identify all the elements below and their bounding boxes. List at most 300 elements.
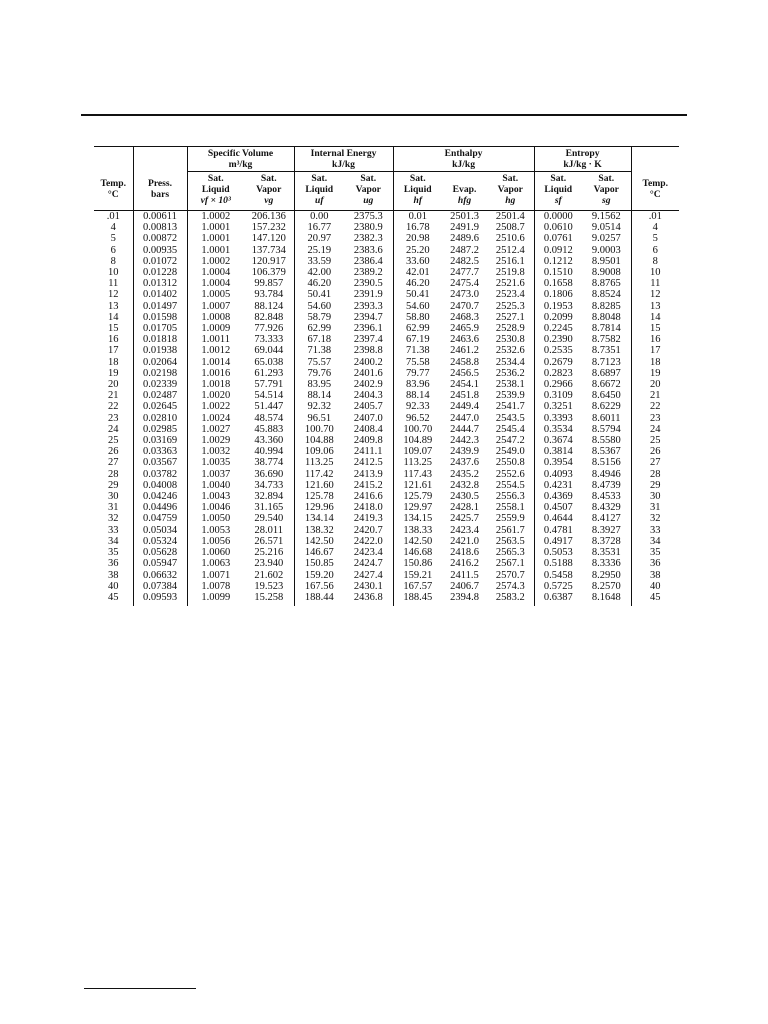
table-cell: 2409.8 — [344, 435, 393, 446]
table-cell: 2380.9 — [344, 222, 393, 233]
table-row — [94, 536, 679, 547]
table-cell: 2404.3 — [344, 390, 393, 401]
table-cell: 2397.4 — [344, 334, 393, 345]
table-row — [94, 570, 679, 581]
table-cell: 2382.3 — [344, 233, 393, 244]
sat-liquid-energy-header: Sat. Liquid uf — [294, 172, 344, 211]
table-cell: 2411.5 — [450, 569, 479, 581]
table-cell: 2400.2 — [344, 357, 393, 368]
table-cell: 0.04496 — [133, 502, 187, 513]
table-cell: 0.1212 — [543, 255, 573, 267]
table-cell: 1.0004 — [201, 278, 231, 290]
table-cell: 0.3674 — [543, 435, 573, 447]
table-cell: 83.95 — [307, 379, 332, 391]
table-cell: 0.02810 — [133, 413, 187, 424]
table-cell: 8.3336 — [582, 558, 631, 569]
table-cell: 27 — [94, 457, 133, 468]
table-cell: 40 — [94, 581, 133, 592]
table-cell: 34 — [94, 536, 133, 547]
table-cell: 1.0099 — [201, 591, 231, 603]
table-cell: 0.02198 — [133, 368, 187, 379]
table-row — [94, 267, 679, 278]
temp-header-left: Temp. °C — [94, 172, 133, 211]
steam-table — [94, 146, 679, 606]
sat-vapor-volume-header: Sat. Vapor vg — [244, 172, 294, 211]
table-cell: 40.994 — [244, 446, 294, 457]
table-cell: 0.4231 — [543, 479, 573, 491]
table-cell: 2415.2 — [344, 480, 393, 491]
table-cell: 26 — [650, 446, 661, 458]
table-cell: 1.0014 — [201, 356, 231, 368]
table-cell: 8.7814 — [582, 323, 631, 334]
table-cell: 2528.9 — [487, 323, 534, 334]
table-cell: 0.0912 — [543, 244, 573, 256]
table-cell: 138.33 — [403, 524, 433, 536]
table-cell: 0.6387 — [543, 591, 573, 603]
table-cell: 142.50 — [403, 535, 433, 547]
table-cell: 14 — [650, 311, 661, 323]
table-cell: 25.216 — [244, 547, 294, 558]
table-cell: 0.5053 — [543, 547, 573, 559]
table-cell: 2550.8 — [487, 457, 534, 468]
table-cell: 1.0002 — [201, 255, 231, 267]
table-row — [94, 211, 679, 223]
table-cell: 1.0032 — [201, 446, 231, 458]
table-cell: 69.044 — [244, 345, 294, 356]
table-cell: 19.523 — [244, 581, 294, 592]
table-cell: 8.2570 — [582, 581, 631, 592]
table-cell: 2439.9 — [450, 446, 479, 458]
table-cell: 2421.0 — [450, 535, 479, 547]
table-cell: 24 — [94, 424, 133, 435]
table-cell: 1.0002 — [201, 211, 231, 222]
table-cell: 0.3954 — [543, 457, 573, 469]
table-cell: 2510.6 — [487, 233, 534, 244]
table-cell: 2559.9 — [487, 513, 534, 524]
table-cell: 21.602 — [244, 570, 294, 581]
table-cell: 2396.1 — [344, 323, 393, 334]
table-cell: 92.33 — [405, 401, 430, 413]
table-cell: 2442.3 — [450, 435, 479, 447]
table-cell: 8.8524 — [582, 289, 631, 300]
table-cell: 1.0016 — [201, 367, 231, 379]
table-cell: 0.4781 — [543, 524, 573, 536]
entropy-header: Entropy kJ/kg · K — [534, 147, 631, 172]
table-cell: 29 — [650, 479, 661, 491]
table-cell: 0.1510 — [543, 267, 573, 279]
table-cell: 5 — [94, 233, 133, 244]
table-cell: 1.0060 — [201, 547, 231, 559]
table-cell: 2561.7 — [487, 525, 534, 536]
table-cell: 31 — [650, 502, 661, 514]
table-cell: 11 — [650, 278, 661, 290]
table-cell: 8.7123 — [582, 357, 631, 368]
table-cell: 2549.0 — [487, 446, 534, 457]
table-cell: 0.0000 — [543, 211, 573, 222]
table-cell: 2423.4 — [344, 547, 393, 558]
specific-volume-header: Specific Volume m³/kg — [187, 147, 294, 172]
table-cell: 0.03363 — [133, 446, 187, 457]
table-cell: 25.20 — [405, 244, 430, 256]
table-cell: 0.1953 — [543, 300, 573, 312]
table-cell: 2491.9 — [450, 222, 479, 234]
table-cell: 157.232 — [244, 222, 294, 233]
table-row — [94, 357, 679, 368]
table-cell: 32 — [650, 513, 661, 525]
table-cell: 96.51 — [307, 412, 332, 424]
table-cell: 38.774 — [244, 457, 294, 468]
table-cell: 2538.1 — [487, 379, 534, 390]
table-cell: 2532.6 — [487, 345, 534, 356]
sat-vapor-enthalpy-header: Sat. Vapor hg — [487, 172, 534, 211]
table-cell: 134.14 — [304, 513, 334, 525]
evap-enthalpy-header: Evap. hfg — [442, 172, 487, 211]
table-cell: 2501.3 — [450, 211, 479, 222]
table-cell: 28 — [650, 468, 661, 480]
table-cell: 2425.7 — [450, 513, 479, 525]
table-cell: 17 — [650, 345, 661, 357]
table-cell: 2543.5 — [487, 413, 534, 424]
table-cell: 8.4946 — [582, 469, 631, 480]
table-cell: 100.70 — [403, 423, 433, 435]
table-cell: 8.5794 — [582, 424, 631, 435]
table-cell: 62.99 — [307, 323, 332, 335]
table-cell: 71.38 — [405, 345, 430, 357]
enthalpy-header: Enthalpy kJ/kg — [393, 147, 534, 172]
table-cell: 54.60 — [405, 300, 430, 312]
table-cell: 54.514 — [244, 390, 294, 401]
table-cell: 8.6672 — [582, 379, 631, 390]
table-row — [94, 334, 679, 345]
table-cell: 1.0024 — [201, 412, 231, 424]
table-cell: 1.0009 — [201, 323, 231, 335]
table-cell: 2423.4 — [450, 524, 479, 536]
table-cell: 2398.8 — [344, 345, 393, 356]
sat-liquid-enthalpy-header: Sat. Liquid hf — [393, 172, 442, 211]
table-cell: 0.05947 — [133, 558, 187, 569]
table-cell: 2477.7 — [450, 267, 479, 279]
table-cell: 8.9008 — [582, 267, 631, 278]
table-cell: 82.848 — [244, 312, 294, 323]
table-row — [94, 469, 679, 480]
table-cell: 67.18 — [307, 334, 332, 346]
table-cell: 4 — [94, 222, 133, 233]
table-cell: 0.01312 — [133, 278, 187, 289]
table-cell: 0.05034 — [133, 525, 187, 536]
table-cell: 146.68 — [403, 547, 433, 559]
table-cell: 2508.7 — [487, 222, 534, 233]
table-cell: 167.57 — [403, 580, 433, 592]
table-row — [94, 525, 679, 536]
table-cell: 1.0011 — [201, 334, 230, 346]
table-cell: 2554.5 — [487, 480, 534, 491]
table-cell: 0.00935 — [133, 245, 187, 256]
table-cell: 0.02064 — [133, 357, 187, 368]
table-cell: 2570.7 — [487, 570, 534, 581]
table-cell: 8.6897 — [582, 368, 631, 379]
table-cell: 43.360 — [244, 435, 294, 446]
table-cell: 6 — [652, 244, 658, 256]
footnote-rule — [84, 988, 196, 989]
table-cell: 8.6450 — [582, 390, 631, 401]
table-cell: 2449.4 — [450, 401, 479, 413]
table-cell: 2418.6 — [450, 547, 479, 559]
table-row — [94, 558, 679, 569]
table-cell: .01 — [94, 211, 133, 223]
table-cell: 8.5367 — [582, 446, 631, 457]
table-cell: 22 — [94, 401, 133, 412]
table-cell: 2405.7 — [344, 401, 393, 412]
table-cell: 0.00611 — [133, 211, 187, 223]
table-row — [94, 502, 679, 513]
table-cell: 2416.2 — [450, 558, 479, 570]
table-cell: 2419.3 — [344, 513, 393, 524]
table-cell: 2558.1 — [487, 502, 534, 513]
table-cell: 0.4917 — [543, 535, 573, 547]
table-cell: 9.1562 — [582, 211, 631, 223]
table-cell: 2424.7 — [344, 558, 393, 569]
table-cell: 134.15 — [403, 513, 433, 525]
table-cell: 2402.9 — [344, 379, 393, 390]
table-cell: 0.3393 — [543, 412, 573, 424]
table-cell: 2468.3 — [450, 311, 479, 323]
table-cell: 0.2099 — [543, 311, 573, 323]
table-cell: 0.02339 — [133, 379, 187, 390]
table-cell: 121.60 — [304, 479, 334, 491]
table-cell: 1.0063 — [201, 558, 231, 570]
table-cell: 5 — [652, 233, 658, 245]
table-cell: 0.04008 — [133, 480, 187, 491]
table-cell: 34 — [650, 535, 661, 547]
table-cell: 28.011 — [244, 525, 294, 536]
table-row — [94, 513, 679, 524]
table-cell: 1.0001 — [201, 222, 231, 234]
table-cell: 1.0071 — [201, 569, 231, 581]
table-cell: 62.99 — [405, 323, 430, 335]
table-cell: 8.3728 — [582, 536, 631, 547]
table-cell: 125.78 — [304, 491, 334, 503]
table-cell: 113.25 — [403, 457, 433, 469]
table-row — [94, 278, 679, 289]
table-cell: 109.07 — [403, 446, 433, 458]
table-cell: 19 — [94, 368, 133, 379]
table-cell: 0.05628 — [133, 547, 187, 558]
table-cell: 0.4644 — [543, 513, 573, 525]
table-cell: 2447.0 — [450, 412, 479, 424]
table-cell: 2430.1 — [344, 581, 393, 592]
table-row — [94, 480, 679, 491]
table-cell: 75.57 — [307, 356, 332, 368]
table-cell: 79.77 — [405, 367, 430, 379]
table-cell: 45.883 — [244, 424, 294, 435]
table-cell: 33.59 — [307, 255, 332, 267]
table-cell: 0.0610 — [543, 222, 573, 234]
table-cell: 1.0018 — [201, 379, 231, 391]
table-cell: 0.00 — [310, 211, 329, 222]
table-row — [94, 301, 679, 312]
table-cell: 27 — [650, 457, 661, 469]
table-cell: 0.01818 — [133, 334, 187, 345]
table-cell: 2547.2 — [487, 435, 534, 446]
table-cell: 2536.2 — [487, 368, 534, 379]
table-cell: 8.2950 — [582, 570, 631, 581]
table-cell: 45 — [94, 592, 133, 606]
table-cell: 0.3814 — [543, 446, 573, 458]
table-cell: 8.6229 — [582, 401, 631, 412]
table-row — [94, 379, 679, 390]
table-cell: 0.2535 — [543, 345, 573, 357]
table-cell: 8.4739 — [582, 480, 631, 491]
table-row — [94, 592, 679, 606]
table-row — [94, 233, 679, 244]
table-cell: 2475.4 — [450, 278, 479, 290]
table-cell: 77.926 — [244, 323, 294, 334]
table-cell: 2412.5 — [344, 457, 393, 468]
table-cell: 206.136 — [244, 211, 294, 223]
table-cell: 1.0040 — [201, 479, 231, 491]
table-cell: 36 — [650, 558, 661, 570]
table-cell: 48.574 — [244, 413, 294, 424]
table-cell: 24 — [650, 423, 661, 435]
table-cell: 11 — [94, 278, 133, 289]
table-cell: 0.03567 — [133, 457, 187, 468]
table-cell: 2411.1 — [344, 446, 393, 457]
table-body — [94, 211, 679, 607]
table-cell: 2501.4 — [487, 211, 534, 223]
table-cell: 83.96 — [405, 379, 430, 391]
table-row — [94, 312, 679, 323]
table-cell: 1.0035 — [201, 457, 231, 469]
table-cell: 30 — [94, 491, 133, 502]
table-cell: 20 — [94, 379, 133, 390]
table-cell: 2489.6 — [450, 233, 479, 245]
table-cell: 45 — [650, 591, 661, 603]
table-cell: 2451.8 — [450, 390, 479, 402]
table-cell: 1.0056 — [201, 535, 231, 547]
table-row — [94, 390, 679, 401]
table-row — [94, 581, 679, 592]
top-rule — [81, 114, 687, 116]
table-header — [94, 147, 679, 211]
table-cell: 8.7582 — [582, 334, 631, 345]
table-cell: 0.2966 — [543, 379, 573, 391]
table-cell: 0.01938 — [133, 345, 187, 356]
table-cell: 2556.3 — [487, 491, 534, 502]
table-cell: 1.0053 — [201, 524, 231, 536]
table-cell: 19 — [650, 367, 661, 379]
table-row — [94, 368, 679, 379]
table-cell: 0.07384 — [133, 581, 187, 592]
table-cell: 0.09593 — [133, 592, 187, 606]
table-cell: 0.3251 — [543, 401, 573, 413]
table-cell: 93.784 — [244, 289, 294, 300]
table-cell: 2527.1 — [487, 312, 534, 323]
table-cell: 120.917 — [244, 256, 294, 267]
table-cell: 2375.3 — [344, 211, 393, 223]
table-cell: 1.0037 — [201, 468, 231, 480]
table-cell: 23 — [94, 413, 133, 424]
table-cell: 25.19 — [307, 244, 332, 256]
table-cell: 0.02487 — [133, 390, 187, 401]
table-cell: 2437.6 — [450, 457, 479, 469]
table-cell: 2574.3 — [487, 581, 534, 592]
table-cell: 6 — [94, 245, 133, 256]
table-cell: 35 — [650, 547, 661, 559]
table-cell: 150.85 — [304, 558, 334, 570]
table-cell: 1.0078 — [201, 580, 231, 592]
table-cell: 2456.5 — [450, 367, 479, 379]
table-cell: 1.0022 — [201, 401, 231, 413]
table-cell: 2519.8 — [487, 267, 534, 278]
table-row — [94, 547, 679, 558]
table-cell: 0.01072 — [133, 256, 187, 267]
table-cell: 2401.6 — [344, 368, 393, 379]
table-cell: 57.791 — [244, 379, 294, 390]
table-cell: 0.4507 — [543, 502, 573, 514]
table-cell: 2406.7 — [450, 580, 479, 592]
table-cell: 88.124 — [244, 301, 294, 312]
table-row — [94, 401, 679, 412]
table-cell: 92.32 — [307, 401, 332, 413]
table-cell: 2393.3 — [344, 301, 393, 312]
table-cell: 2427.4 — [344, 570, 393, 581]
table-cell: 12 — [650, 289, 661, 301]
table-cell: 2413.9 — [344, 469, 393, 480]
sat-liquid-volume-header: Sat. Liquid vf × 10³ — [187, 172, 244, 211]
table-cell: 2565.3 — [487, 547, 534, 558]
table-cell: 26.571 — [244, 536, 294, 547]
table-cell: 100.70 — [304, 423, 334, 435]
table-cell: 71.38 — [307, 345, 332, 357]
table-cell: 2394.7 — [344, 312, 393, 323]
table-cell: 8 — [652, 255, 658, 267]
table-cell: 1.0005 — [201, 289, 231, 301]
table-cell: 46.20 — [405, 278, 430, 290]
table-cell: 12 — [94, 289, 133, 300]
table-row — [94, 435, 679, 446]
table-row — [94, 345, 679, 356]
table-cell: 20.98 — [405, 233, 430, 245]
table-cell: 2444.7 — [450, 423, 479, 435]
table-cell: 2391.9 — [344, 289, 393, 300]
table-cell: 20.97 — [307, 233, 332, 245]
table-cell: 2454.1 — [450, 379, 479, 391]
table-cell: 125.79 — [403, 491, 433, 503]
table-cell: 2552.6 — [487, 469, 534, 480]
table-cell: 2418.0 — [344, 502, 393, 513]
table-cell: 2523.4 — [487, 289, 534, 300]
table-cell: 2407.0 — [344, 413, 393, 424]
table-row — [94, 256, 679, 267]
table-cell: 109.06 — [304, 446, 334, 458]
table-cell: 147.120 — [244, 233, 294, 244]
table-cell: 29.540 — [244, 513, 294, 524]
table-cell: 0.00813 — [133, 222, 187, 233]
table-row — [94, 289, 679, 300]
table-cell: 104.88 — [304, 435, 334, 447]
table-cell: 2530.8 — [487, 334, 534, 345]
table-cell: 50.41 — [307, 289, 332, 301]
table-cell: 8.4127 — [582, 513, 631, 524]
table-cell: 23.940 — [244, 558, 294, 569]
table-cell: 146.67 — [304, 547, 334, 559]
table-cell: 8.7351 — [582, 345, 631, 356]
table-cell: 2389.2 — [344, 267, 393, 278]
table-cell: 0.03782 — [133, 469, 187, 480]
table-cell: 0.2390 — [543, 334, 573, 346]
table-cell: 0.02645 — [133, 401, 187, 412]
table-cell: 2420.7 — [344, 525, 393, 536]
